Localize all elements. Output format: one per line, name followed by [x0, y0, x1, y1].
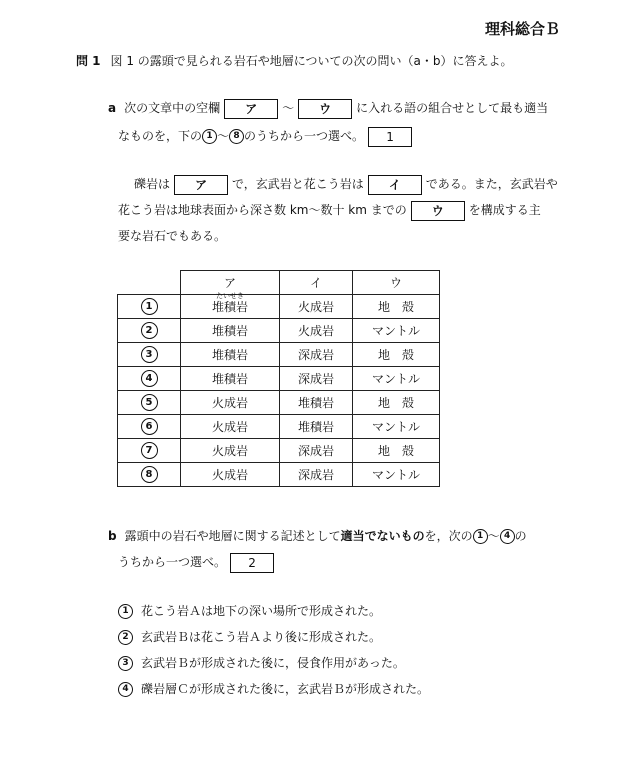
part-b-stem-4: うちから一つ選べ。 [118, 555, 227, 569]
option-cell-c: マントル [353, 319, 440, 343]
choice-text: 花こう岩Ａは地下の深い場所で形成された。 [141, 604, 382, 618]
option-cell-b: 火成岩 [280, 295, 353, 319]
option-cell-c: 地 殻 [353, 439, 440, 463]
option-cell-b: 堆積岩 [280, 391, 353, 415]
part-a-intro-2: に入れる語の組合せとして最も適当 [356, 101, 549, 115]
option-number: 4 [141, 370, 158, 387]
option-cell-b: 深成岩 [280, 367, 353, 391]
range-tilde: 〜 [217, 129, 230, 143]
option-cell-c: マントル [353, 415, 440, 439]
choice-item[interactable] [118, 628, 381, 645]
option-cell-b: 深成岩 [280, 463, 353, 487]
table-row[interactable] [118, 439, 440, 463]
option-number-cell [118, 319, 181, 343]
table-row[interactable] [118, 295, 440, 319]
option-number: 6 [141, 418, 158, 435]
option-cell-a: 堆積岩 [181, 319, 280, 343]
option-cell-a: 火成岩 [181, 391, 280, 415]
choice-number: 4 [118, 682, 133, 697]
range-start-marker: 1 [202, 129, 217, 144]
passage-text: 要な岩石でもある。 [118, 229, 227, 243]
passage-text: 花こう岩は地球表面から深さ数 km〜数十 km までの [118, 203, 407, 217]
part-b-label: b [108, 529, 117, 543]
option-number: 3 [141, 346, 158, 363]
subject-title: 理科総合Ｂ [484, 20, 560, 38]
passage-blank-a: ア [174, 175, 228, 195]
option-cell-b: 深成岩 [280, 343, 353, 367]
blank-a-box: ア [224, 99, 278, 119]
choice-text: 玄武岩Ｂは花こう岩Ａより後に形成された。 [141, 630, 382, 644]
table-row[interactable] [118, 367, 440, 391]
part-b-stem-1: 露頭中の岩石や地層に関する記述として [124, 529, 341, 543]
choice-text: 礫岩層Ｃが形成された後に，玄武岩Ｂが形成された。 [141, 682, 430, 696]
table-header-b: イ [280, 271, 353, 295]
table-header-a: ア [181, 271, 280, 295]
choice-number: 2 [118, 630, 133, 645]
option-cell-a [181, 292, 280, 319]
passage-blank-b: イ [368, 175, 422, 195]
option-cell-c: 地 殻 [353, 343, 440, 367]
choice-item[interactable] [118, 680, 429, 697]
table-header-c: ウ [353, 271, 440, 295]
option-number-cell [118, 367, 181, 391]
option-cell-a: 火成岩 [181, 415, 280, 439]
table-row[interactable] [118, 415, 440, 439]
passage-line-1 [134, 172, 574, 196]
option-number-cell [118, 391, 181, 415]
option-cell-b: 火成岩 [280, 319, 353, 343]
part-a-intro-4: のうちから一つ選べ。 [244, 129, 365, 143]
option-cell-c: マントル [353, 463, 440, 487]
table-header-row [118, 271, 440, 295]
part-a-instructions-line2 [118, 124, 568, 148]
part-a-intro-1: 次の文章中の空欄 [124, 101, 221, 115]
option-cell-b: 深成岩 [280, 439, 353, 463]
part-b-instructions [108, 524, 578, 548]
tilde: 〜 [282, 101, 295, 115]
part-b-emphasis: 適当でないもの [340, 529, 425, 543]
ruby-reading: たいせき [215, 292, 244, 300]
option-number: 1 [141, 298, 158, 315]
passage-blank-c: ウ [411, 201, 465, 221]
option-number-cell [118, 343, 181, 367]
answer-box-1[interactable]: 1 [368, 127, 412, 147]
part-a-label: a [108, 101, 117, 115]
range-end-marker: 4 [500, 529, 515, 544]
part-b-stem-3: の [514, 529, 527, 543]
option-cell-a: 堆積岩 [181, 367, 280, 391]
part-b-stem-2: を，次の [424, 529, 473, 543]
choice-item[interactable] [118, 602, 381, 619]
ruby-term [211, 292, 248, 314]
option-cell-a: 火成岩 [181, 463, 280, 487]
option-cell-c: 地 殻 [353, 295, 440, 319]
option-number-cell [118, 295, 181, 319]
part-a-instructions [108, 96, 558, 120]
option-cell-c: 地 殻 [353, 391, 440, 415]
passage-text: である。また，玄武岩や [425, 177, 558, 191]
range-start-marker: 1 [473, 529, 488, 544]
option-cell-a: 堆積岩 [181, 343, 280, 367]
table-corner [118, 271, 181, 295]
table-row[interactable] [118, 319, 440, 343]
cell-text: 堆積岩 [211, 300, 248, 314]
option-number-cell [118, 439, 181, 463]
question-heading [76, 52, 513, 69]
question-number: 問 1 [76, 54, 101, 68]
passage-line-2 [118, 198, 578, 222]
option-number: 8 [141, 466, 158, 483]
part-a-intro-3: なものを，下の [118, 129, 203, 143]
passage-text: を構成する主 [468, 203, 541, 217]
answer-box-2[interactable]: 2 [230, 553, 274, 573]
choice-item[interactable] [118, 654, 405, 671]
option-cell-b: 堆積岩 [280, 415, 353, 439]
choice-text: 玄武岩Ｂが形成された後に，侵食作用があった。 [141, 656, 405, 670]
option-number: 7 [141, 442, 158, 459]
range-end-marker: 8 [229, 129, 244, 144]
range-tilde: 〜 [487, 529, 500, 543]
table-row[interactable] [118, 343, 440, 367]
option-number-cell [118, 415, 181, 439]
table-row[interactable] [118, 391, 440, 415]
option-number: 5 [141, 394, 158, 411]
option-number-cell [118, 463, 181, 487]
blank-c-box: ウ [298, 99, 352, 119]
passage-line-3 [118, 224, 578, 248]
passage-text: で，玄武岩と花こう岩は [232, 177, 364, 191]
table-row[interactable] [118, 463, 440, 487]
option-cell-c: マントル [353, 367, 440, 391]
choice-number: 1 [118, 604, 133, 619]
passage-text: 礫岩は [134, 177, 171, 191]
option-cell-a: 火成岩 [181, 439, 280, 463]
question-text: 図 1 の露頭で見られる岩石や地層についての次の問い（a・b）に答えよ。 [110, 54, 513, 68]
options-table [117, 270, 440, 487]
choice-number: 3 [118, 656, 133, 671]
part-b-instructions-line2 [118, 550, 568, 574]
option-number: 2 [141, 322, 158, 339]
